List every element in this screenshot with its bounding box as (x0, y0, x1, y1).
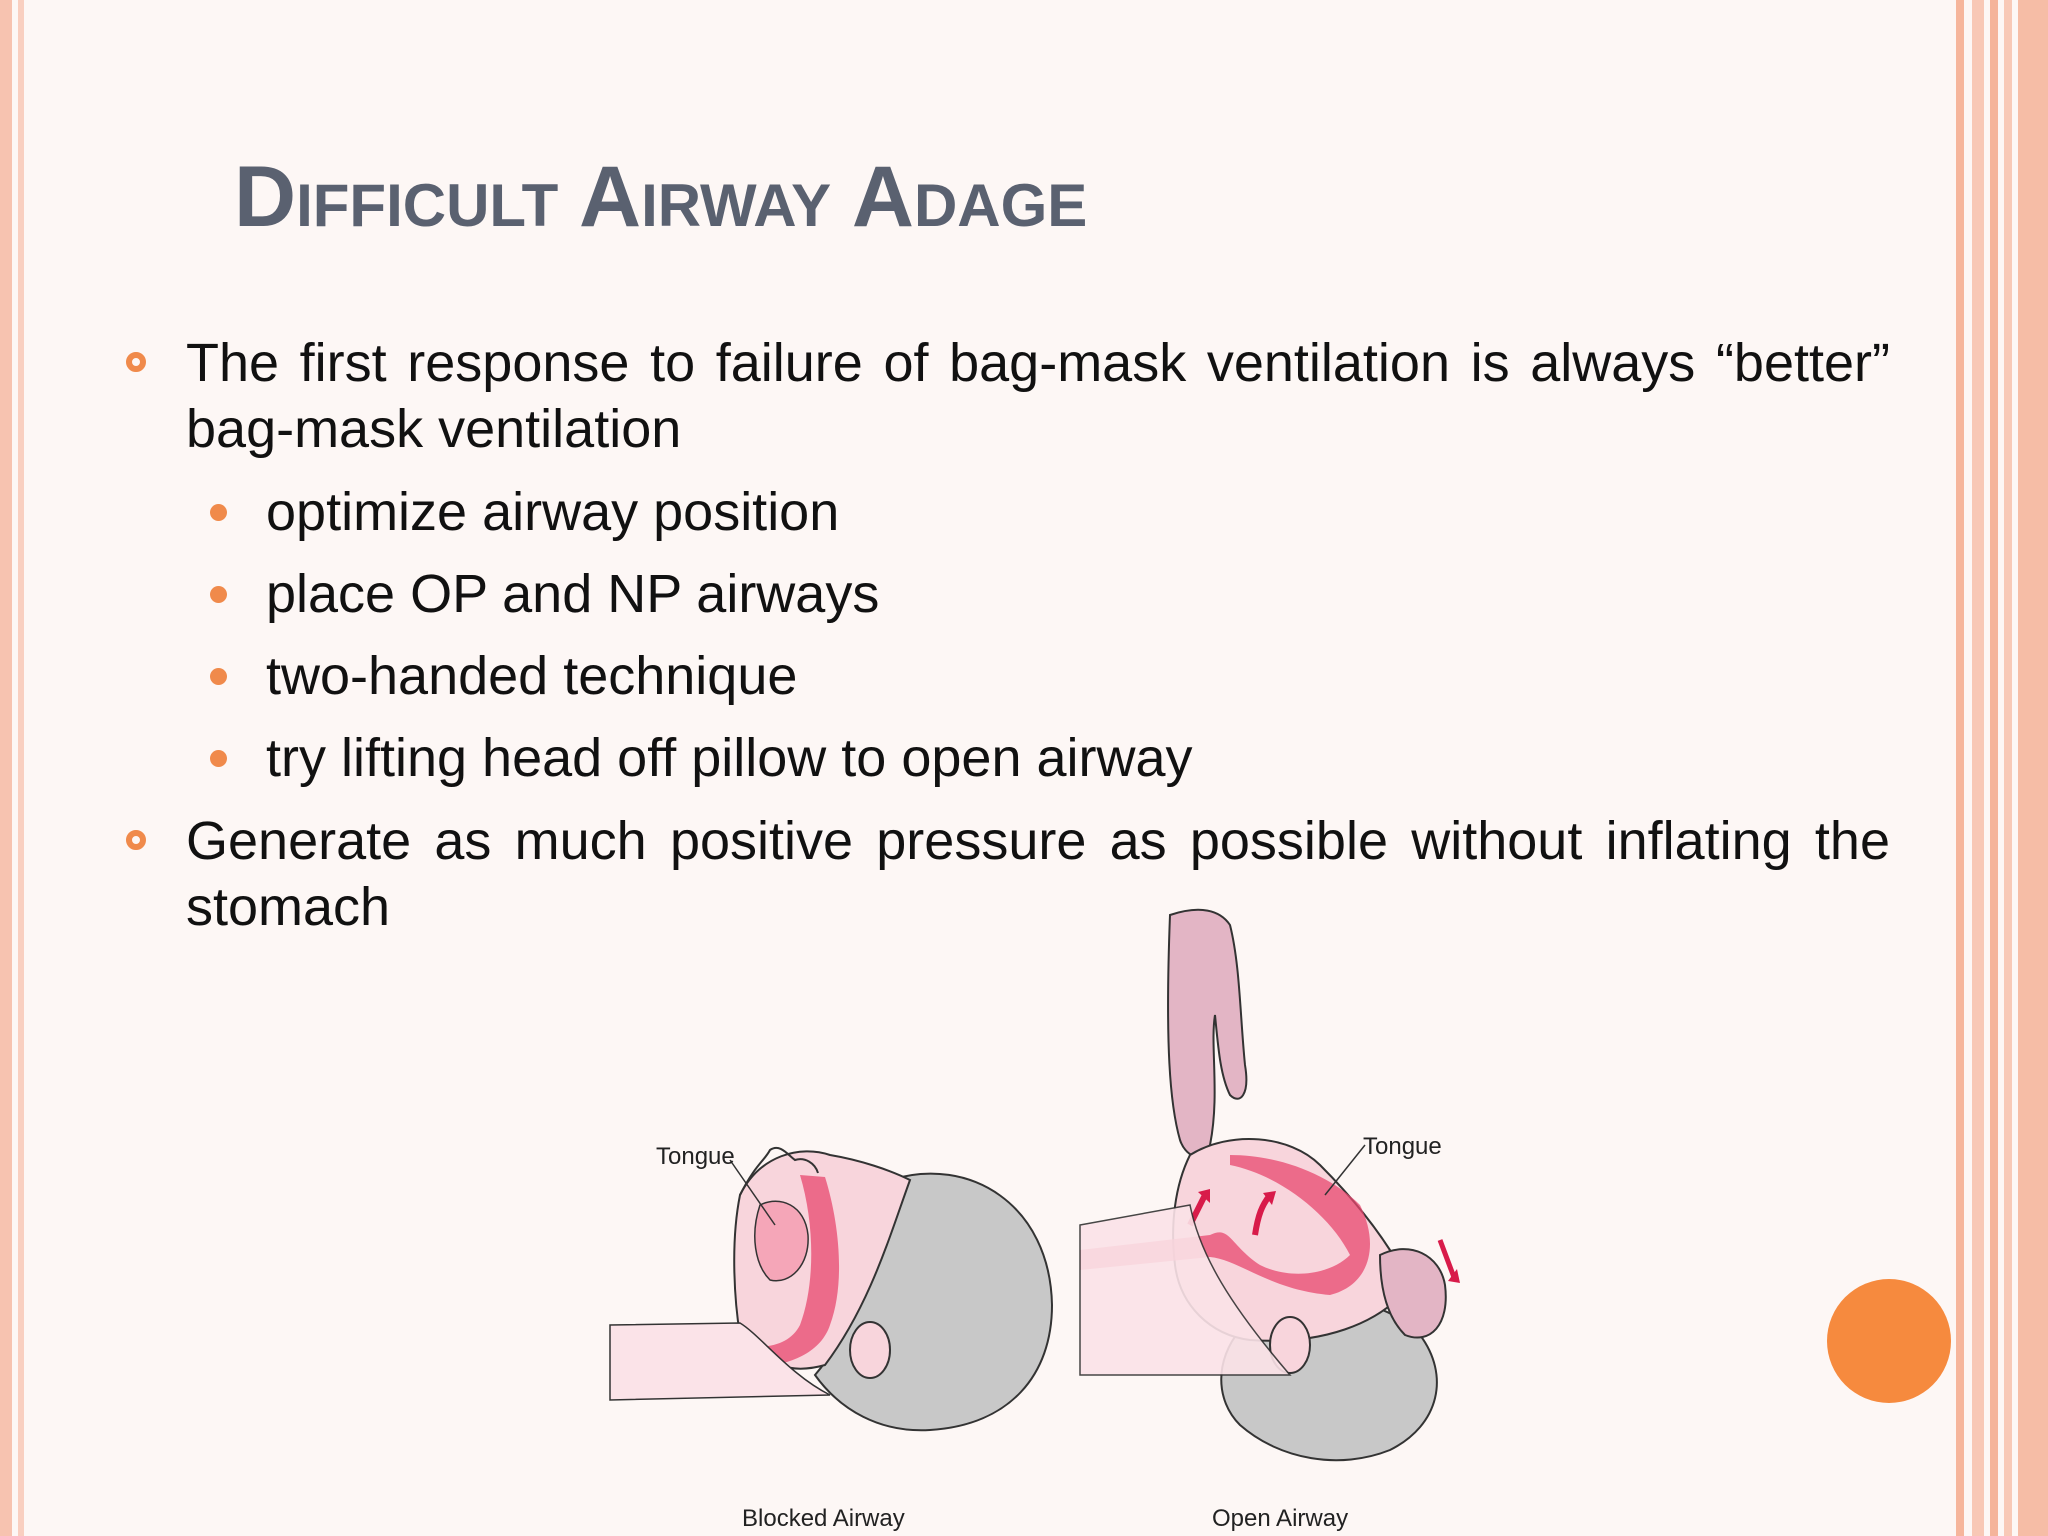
bullet-list (120, 330, 1890, 958)
dot-bullet-icon (210, 668, 227, 685)
right-border-stripe (1972, 0, 1984, 1536)
sub-bullet-text: try lifting head off pillow to open airway (266, 728, 1193, 788)
sub-bullet-list (120, 480, 1890, 790)
hollow-bullet-icon (126, 830, 146, 850)
sub-bullet-item (120, 726, 1890, 790)
left-border-stripe (0, 0, 12, 1536)
sub-bullet-item (120, 562, 1890, 626)
blocked-airway-caption: Blocked Airway (742, 1505, 905, 1532)
open-airway-caption: Open Airway (1212, 1505, 1349, 1532)
left-border-stripe (18, 0, 24, 1536)
hollow-bullet-icon (126, 352, 146, 372)
blocked-airway-head (610, 1148, 1052, 1430)
right-border-stripe (2018, 0, 2048, 1536)
right-border-stripe (2004, 0, 2012, 1536)
slide-title: Difficult Airway Adage (234, 149, 1088, 245)
sub-bullet-item (120, 644, 1890, 708)
bullet-text: Generate as much positive pressure as possible without inflating the stomach (186, 811, 1890, 937)
right-border-stripe (1990, 0, 1998, 1536)
dot-bullet-icon (210, 586, 227, 603)
sub-bullet-text: optimize airway position (266, 482, 840, 542)
airway-diagram (590, 905, 1550, 1536)
airway-illustration (590, 905, 1550, 1536)
open-airway-head (1080, 910, 1460, 1460)
tongue-label-right: Tongue (1363, 1133, 1442, 1160)
bullet-item (120, 330, 1890, 462)
sub-bullet-text: place OP and NP airways (266, 564, 880, 624)
sub-bullet-text: two-handed technique (266, 646, 798, 706)
dot-bullet-icon (210, 750, 227, 767)
right-border-stripe (1956, 0, 1964, 1536)
tongue-label-left: Tongue (656, 1143, 735, 1170)
decorative-circle (1827, 1279, 1951, 1403)
sub-bullet-item (120, 480, 1890, 544)
dot-bullet-icon (210, 504, 227, 521)
bullet-text: The first response to failure of bag-mask ventilation is always “better” bag-mask ventilation (186, 333, 1890, 459)
